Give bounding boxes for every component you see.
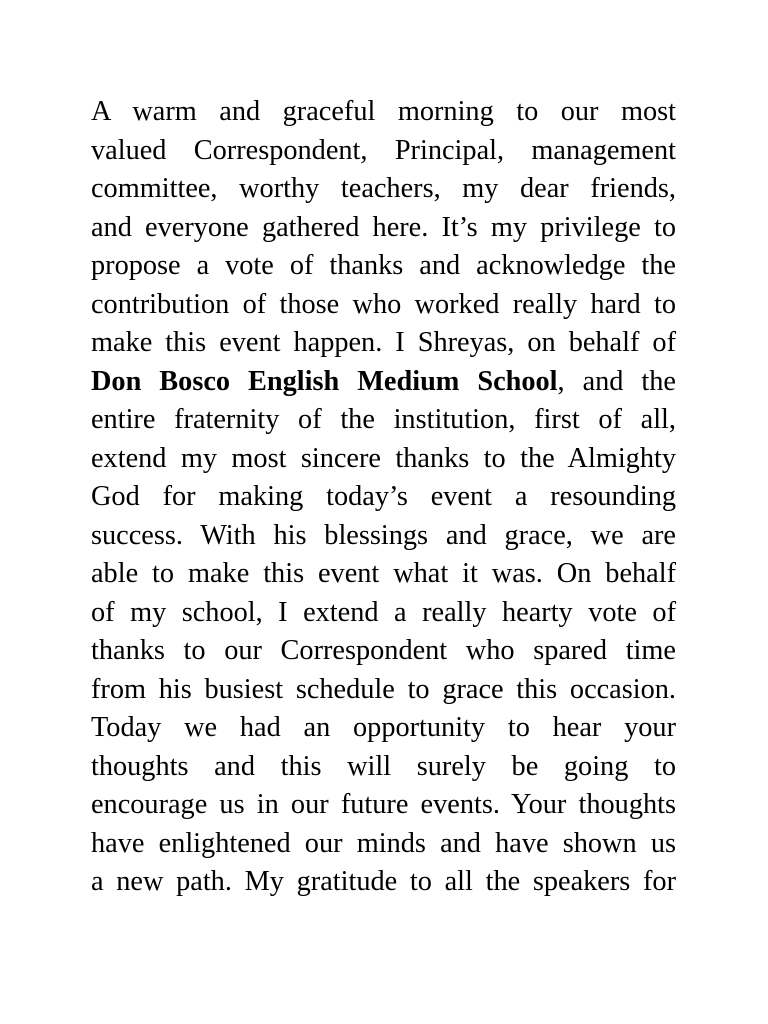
text-line: committee, worthy teachers, my dear friends, (91, 173, 676, 204)
school-name: Don Bosco English Medium School (91, 365, 558, 397)
text-line: valued Correspondent, Principal, management (91, 134, 676, 166)
text-line: A warm and graceful morning to our most (91, 96, 676, 127)
text-line: have enlightened our minds and have shown us (91, 827, 676, 859)
text-line: able to make this event what it was. On behalf (91, 558, 676, 589)
text-line: entire fraternity of the institution, first of all, (91, 404, 676, 435)
text-line: make this event happen. I Shreyas, on behalf of (91, 327, 676, 358)
text-line: extend my most sincere thanks to the Almighty (91, 442, 676, 474)
text-line: thanks to our Correspondent who spared time (91, 635, 676, 666)
speech-paragraph (91, 93, 676, 902)
text-line: from his busiest schedule to grace this occasion. (91, 673, 676, 705)
text-line: contribution of those who worked really hard to (91, 288, 676, 320)
text-line-with-school-name (91, 363, 676, 402)
text-line: Today we had an opportunity to hear your (91, 712, 676, 743)
text-line: thoughts and this will surely be going to (91, 750, 676, 782)
text-line: propose a vote of thanks and acknowledge the (91, 250, 676, 281)
text-line-remainder: , and the (557, 365, 676, 397)
text-line: of my school, I extend a really hearty vote of (91, 596, 676, 628)
text-line: encourage us in our future events. Your thoughts (91, 789, 676, 820)
text-line: and everyone gathered here. It’s my privilege to (91, 211, 676, 243)
text-line: a new path. My gratitude to all the speakers for (91, 866, 676, 897)
text-line: success. With his blessings and grace, we are (91, 519, 676, 551)
text-line: God for making today’s event a resounding (91, 481, 676, 512)
